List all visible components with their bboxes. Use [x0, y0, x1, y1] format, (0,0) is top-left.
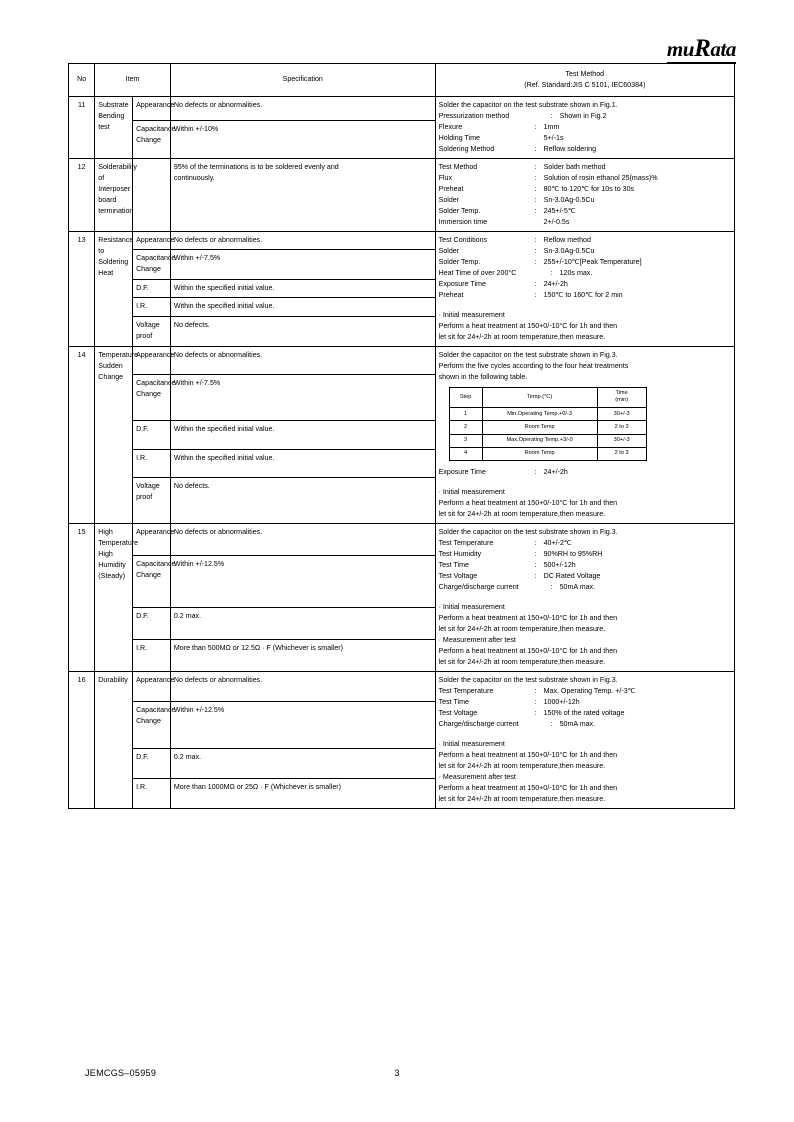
murata-logo-prefix: mu: [666, 37, 695, 61]
table-row: [69, 96, 735, 120]
cell-sub-item: Appearance: [133, 671, 171, 701]
cell-sub-item: [133, 556, 176, 608]
test-method-note-line: · Measurement after test: [438, 772, 516, 781]
step-table-cell-step: 3: [449, 434, 482, 447]
cell-no: 16: [69, 671, 95, 808]
test-method-pair: [439, 686, 731, 697]
test-method-pair: [439, 560, 731, 571]
test-method-pair-value: 24+/-2h: [543, 468, 568, 477]
specification-table: [68, 63, 735, 809]
cell-item-line: Humidity: [98, 561, 126, 570]
header-test-method-line2: (Ref. Standard:JIS C 5101, IEC60384): [524, 80, 646, 89]
test-method-pair: [439, 217, 731, 228]
cell-sub-item: [133, 250, 176, 280]
step-table-header-time-line2: (min): [615, 397, 628, 404]
test-method-spacer: [439, 593, 731, 602]
cell-sub-item: I.R.: [133, 639, 171, 671]
test-method-pair-key: Flux: [438, 173, 452, 182]
test-method-pair: [439, 538, 731, 549]
test-method-pair-value: 40+/-2℃: [543, 539, 572, 548]
cell-sub-item: Appearance: [133, 524, 171, 556]
test-method-spacer: [439, 478, 731, 487]
test-method-pair-key: Test Method: [438, 162, 478, 171]
murata-logo-suffix: ata: [710, 37, 736, 61]
table-row: [69, 346, 735, 375]
test-method-pair-key: Flexure: [438, 122, 463, 131]
cell-specification: Within +/-12.5%: [170, 701, 435, 749]
test-method-pair-value: 50mA max.: [559, 583, 596, 592]
cell-test-method: [435, 671, 734, 808]
cell-sub-item: [133, 120, 176, 158]
test-method-note-line: Perform a heat treatment at 150+0/-10°C for 1h and then: [438, 614, 618, 623]
test-method-pair-value: 150% of the rated voltage: [543, 708, 625, 717]
step-table-cell-step: 1: [449, 408, 482, 421]
cell-test-method: [435, 346, 734, 523]
cell-item-line: Temperature: [98, 350, 139, 359]
test-method-pair-key: Test Time: [438, 561, 469, 570]
test-method-note-line: Perform a heat treatment at 150+0/-10°C for 1h and then: [438, 499, 618, 508]
test-method-pair-key: Exposure Time: [438, 279, 486, 288]
cell-test-method: [435, 524, 734, 672]
test-method-pair: [439, 122, 731, 133]
test-method-pair-separator: :: [534, 279, 537, 288]
cell-sub-item: Appearance: [133, 231, 171, 249]
cell-item: [95, 231, 133, 346]
test-method-note-line: Perform a heat treatment at 150+0/-10°C for 1h and then: [438, 646, 618, 655]
test-method-pair: [439, 246, 731, 257]
test-method-pair-key: Heat Time of over 200°C: [438, 268, 517, 277]
test-method-intro-line: Solder the capacitor on the test substrate shown in Fig.1.: [438, 100, 618, 109]
cell-item-line: Durability: [98, 675, 128, 684]
header-item: Item: [95, 64, 171, 97]
test-method-pair: [439, 268, 731, 279]
cell-item-line: Resistance: [98, 235, 134, 244]
step-table-cell-temp: Max.Operating Temp.+3/-0: [482, 434, 597, 447]
cell-sub-item-line: Capacitance: [136, 124, 176, 133]
test-method-pair: [439, 111, 731, 122]
cell-specification: 0.2 max.: [170, 607, 435, 639]
step-table-header-time: [597, 387, 646, 408]
test-method-note-line: let sit for 24+/-2h at room temperature,then measure.: [438, 794, 606, 803]
cell-sub-item: Voltage proof: [133, 316, 171, 346]
cell-sub-item-line: Capacitance: [136, 560, 176, 569]
cell-sub-item-line: Capacitance: [136, 379, 176, 388]
test-method-pair-key: Holding Time: [438, 133, 480, 142]
test-method-pair-value: 150℃ to 160℃ for 2 min: [543, 290, 623, 299]
test-method-pair-value: 2+/-0.5s: [543, 217, 570, 226]
cell-specification: More than 500MΩ or 12.5Ω · F (Whichever is smaller): [170, 639, 435, 671]
test-method-pair-value: 80℃ to 120℃ for 10s to 30s: [543, 184, 635, 193]
test-method-pair-separator: :: [534, 708, 537, 717]
test-method-pair: [439, 719, 731, 730]
cell-specification: Within +/-10%: [170, 120, 435, 158]
cell-sub-item: I.R.: [133, 298, 171, 316]
cell-sub-item: I.R.: [133, 449, 171, 478]
cell-specification: [170, 158, 435, 231]
cell-no: 13: [69, 231, 95, 346]
cell-item-line: Substrate: [98, 100, 129, 109]
table-row: [69, 231, 735, 249]
test-method-intro-line: Solder the capacitor on the test substrate shown in Fig.3.: [438, 350, 618, 359]
cell-sub-item: I.R.: [133, 779, 171, 809]
cell-sub-item: [133, 158, 171, 231]
cell-specification: Within +/-12.5%: [170, 556, 435, 608]
test-method-pair-value: Solution of rosin ethanol 25(mass)%: [543, 173, 658, 182]
step-table-cell-time: 2 to 3: [597, 447, 646, 460]
test-method-pair-separator: :: [534, 235, 537, 244]
table-body: [69, 96, 735, 808]
cell-no: 15: [69, 524, 95, 672]
cell-item-line: Solderability of: [98, 162, 137, 182]
test-method-pair: [439, 549, 731, 560]
cell-sub-item: Appearance: [133, 346, 171, 375]
test-method-pair-separator: :: [534, 257, 537, 266]
cell-sub-item: D.F.: [133, 607, 171, 639]
cell-sub-item: [133, 375, 176, 421]
test-method-pair-separator: [535, 217, 544, 228]
header-no: No: [69, 64, 95, 97]
test-method-pair-separator: :: [534, 173, 537, 182]
test-method-pair-value: 24+/-2h: [543, 279, 568, 288]
test-method-pair-value: 255+/-10℃[Peak Temperature]: [543, 257, 642, 266]
test-method-pair: [439, 571, 731, 582]
cell-sub-item: Voltage proof: [133, 478, 171, 524]
cell-test-method: [435, 96, 734, 158]
test-method-pair: [439, 195, 731, 206]
test-method-note-line: Perform a heat treatment at 150+0/-10°C for 1h and then: [438, 750, 618, 759]
step-table-header-temp: Temp.(°C): [482, 387, 597, 408]
cell-no: 11: [69, 96, 95, 158]
cell-specification: No defects or abnormalities.: [170, 231, 435, 249]
test-method-pair-key: Solder: [438, 246, 460, 255]
test-method-note-line: · Measurement after test: [438, 636, 516, 644]
test-method-pair-value: Sn-3.0Ag-0.5Cu: [543, 246, 595, 255]
test-method-pair-key: Preheat: [438, 184, 464, 193]
test-method-pair: [439, 162, 731, 173]
header-test-method-line1: Test Method: [565, 70, 605, 78]
table-header-row: [69, 64, 735, 97]
step-table-row: [449, 447, 646, 460]
cell-sub-item: D.F.: [133, 279, 171, 297]
test-method-pair-key: Charge/discharge current: [438, 719, 519, 728]
cell-sub-item-line: Change: [136, 716, 161, 725]
cell-specification: No defects or abnormalities.: [170, 524, 435, 556]
cell-specification-line: 95% of the terminations is to be soldered evenly and: [173, 162, 339, 171]
test-method-pair-value: 90%RH to 95%RH: [543, 550, 603, 559]
test-method-intro-line: Solder the capacitor on the test substrate shown in Fig.3.: [438, 675, 618, 684]
test-method-pair: [439, 144, 731, 155]
cell-sub-item-line: Capacitance: [136, 705, 176, 714]
step-table-cell-temp: Room Temp: [482, 447, 597, 460]
test-method-pair-value: DC Rated Voltage: [543, 572, 601, 581]
test-method-pair-separator: :: [534, 144, 537, 153]
table-row: [69, 671, 735, 701]
test-method-pair-separator: [535, 133, 544, 144]
cell-item-line: Temperature: [98, 539, 139, 548]
test-method-pair-separator: :: [534, 561, 537, 570]
cell-sub-item: [133, 701, 176, 749]
test-method-pair-key: Soldering Method: [438, 144, 495, 153]
cell-specification: No defects or abnormalities.: [170, 671, 435, 701]
cell-specification: Within the specified initial value.: [170, 421, 435, 450]
cell-item: [95, 96, 133, 158]
cell-no: 14: [69, 346, 95, 523]
step-table-header-row: [449, 387, 646, 408]
test-method-pair: [439, 582, 731, 593]
test-method-pair-separator: :: [534, 122, 537, 131]
step-table-cell-step: 4: [449, 447, 482, 460]
test-method-note-line: let sit for 24+/-2h at room temperature,then measure.: [438, 332, 606, 341]
document-id: JEMCGS‒05959: [85, 1068, 157, 1078]
cell-specification: No defects or abnormalities.: [170, 96, 435, 120]
test-method-pair-separator: :: [534, 697, 537, 706]
test-method-pair-separator: :: [534, 468, 537, 477]
test-method-pair-value: Reflow soldering: [543, 144, 597, 153]
cell-item: [95, 346, 139, 523]
step-table-header-time-line1: Time: [615, 390, 628, 397]
test-method-pair: [439, 697, 731, 708]
test-method-note-line: · Initial measurement: [438, 310, 505, 319]
test-method-pair: [439, 133, 731, 144]
test-method-note-line: Perform a heat treatment at 150+0/-10°C for 1h and then: [438, 321, 618, 330]
test-method-pair-key: Test Conditions: [438, 235, 488, 244]
cell-sub-item-line: Change: [136, 390, 161, 399]
step-table-row: [449, 421, 646, 434]
test-method-pair-key: Test Voltage: [438, 572, 478, 581]
cell-item-line: (Steady): [98, 572, 126, 581]
test-method-pair-key: Solder: [438, 195, 460, 204]
header-specification: Specification: [170, 64, 435, 97]
cell-sub-item-line: Change: [136, 135, 161, 144]
test-method-pair-key: Solder Temp.: [438, 257, 481, 266]
cell-sub-item: Appearance: [133, 96, 171, 120]
test-method-pair-separator: :: [534, 246, 537, 255]
cell-item-line: Heat: [98, 268, 114, 277]
step-table-row: [449, 434, 646, 447]
step-table-cell-time: 2 to 3: [597, 421, 646, 434]
test-method-intro-line: Solder the capacitor on the test substrate shown in Fig.3.: [438, 528, 618, 537]
test-method-pair-key: Test Temperature: [438, 686, 494, 695]
table-row: [69, 524, 735, 556]
test-method-pair: [439, 290, 731, 301]
cell-specification: Within the specified initial value.: [170, 449, 435, 478]
cell-item: [95, 158, 137, 231]
test-method-pair: [439, 279, 731, 290]
cell-item-line: Soldering: [98, 257, 129, 266]
cell-sub-item-line: Change: [136, 571, 161, 580]
test-method-pair-separator: :: [534, 572, 537, 581]
step-table-cell-temp: Min.Operating Temp.+0/-3: [482, 408, 597, 421]
test-method-pair-value: 120s max.: [559, 268, 593, 277]
cell-sub-item-line: Capacitance: [136, 254, 176, 263]
test-method-pair-separator: :: [550, 719, 553, 728]
test-method-note-line: let sit for 24+/-2h at room temperature,then measure.: [438, 657, 606, 666]
test-method-pair-value: 245+/-5℃: [543, 206, 576, 215]
cell-test-method: [435, 158, 734, 231]
cell-item-line: High: [98, 550, 113, 559]
test-method-pair-separator: :: [534, 290, 537, 299]
murata-logo: [667, 36, 736, 64]
test-method-pair-separator: :: [534, 195, 537, 204]
test-method-pair-value: Sn-3.0Ag-0.5Cu: [543, 195, 595, 204]
test-method-pair-value: Shown in Fig.2: [559, 111, 607, 120]
cell-item-line: Bending test: [98, 111, 125, 131]
test-method-pair-separator: :: [534, 184, 537, 193]
test-method-pair-value: 1000+/-12h: [543, 697, 580, 706]
test-method-intro-line: Perform the five cycles according to the four heat treatments: [438, 361, 629, 370]
step-table-header-step: Step: [449, 387, 482, 408]
test-method-pair-key: Solder Temp.: [438, 206, 481, 215]
cell-sub-item-line: Change: [136, 265, 161, 274]
cell-specification: Within the specified initial value.: [170, 279, 435, 297]
test-method-intro-line: shown in the following table.: [438, 372, 528, 381]
test-method-note-line: let sit for 24+/-2h at room temperature,then measure.: [438, 625, 606, 634]
test-method-note-line: let sit for 24+/-2h at room temperature,then measure.: [438, 510, 606, 519]
test-method-pair: [439, 467, 731, 478]
test-method-pair-value: 50mA max.: [559, 719, 596, 728]
cell-specification: 0.2 max.: [170, 749, 435, 779]
heat-treatment-step-table: [449, 387, 647, 462]
page-footer: [0, 1068, 794, 1088]
test-method-note-line: let sit for 24+/-2h at room temperature,then measure.: [438, 761, 606, 770]
test-method-pair-key: Exposure Time: [438, 468, 486, 477]
test-method-pair: [439, 257, 731, 268]
page-number: 3: [394, 1068, 400, 1078]
test-method-pair-value: 1mm: [543, 122, 560, 131]
cell-specification: No defects or abnormalities.: [170, 346, 435, 375]
step-table-cell-time: 30+/-3: [597, 408, 646, 421]
test-method-pair-value: Reflow method: [543, 235, 591, 244]
test-method-pair: [439, 708, 731, 719]
table-row: [69, 158, 735, 231]
test-method-pair-key: Test Voltage: [438, 708, 478, 717]
cell-sub-item: D.F.: [133, 421, 171, 450]
cell-item-line: High: [98, 528, 113, 537]
test-method-pair-value: Max. Operating Temp. +/-3℃: [543, 686, 636, 695]
test-method-pair-separator: :: [550, 583, 553, 592]
test-method-note-line: Perform a heat treatment at 150+0/-10°C for 1h and then: [438, 783, 618, 792]
test-method-pair-key: Test Time: [438, 697, 469, 706]
test-method-pair: [439, 235, 731, 246]
cell-specification: Within +/-7.5%: [170, 375, 435, 421]
test-method-pair-key: Test Temperature: [438, 539, 494, 548]
test-method-pair: [439, 184, 731, 195]
test-method-spacer: [439, 301, 731, 310]
cell-item: [95, 524, 139, 672]
test-method-pair-value: 5+/-1s: [543, 133, 564, 142]
test-method-pair-key: Immersion time: [438, 217, 488, 226]
cell-specification: Within the specified initial value.: [170, 298, 435, 316]
test-method-pair-separator: :: [550, 268, 553, 277]
test-method-note-line: · Initial measurement: [438, 603, 505, 612]
murata-logo-capital: R: [694, 35, 711, 62]
test-method-pair-key: Charge/discharge current: [438, 583, 519, 592]
test-method-pair: [439, 206, 731, 217]
step-table-row: [449, 408, 646, 421]
table-header: [69, 64, 735, 97]
test-method-spacer: [439, 730, 731, 739]
cell-item: [95, 671, 133, 808]
cell-specification: Within +/-7.5%: [170, 250, 435, 280]
test-method-pair-separator: :: [534, 539, 537, 548]
test-method-pair-separator: :: [534, 550, 537, 559]
test-method-pair-key: Pressurization method: [438, 111, 510, 120]
test-method-note-line: · Initial measurement: [438, 739, 505, 748]
cell-item-line: to: [98, 246, 105, 255]
test-method-pair-value: 500+/-12h: [543, 561, 576, 570]
test-method-pair: [439, 173, 731, 184]
test-method-pair-key: Preheat: [438, 290, 464, 299]
cell-no: 12: [69, 158, 95, 231]
step-table-cell-temp: Room Temp: [482, 421, 597, 434]
test-method-pair-key: Test Humidity: [438, 550, 482, 559]
test-method-pair-separator: :: [550, 111, 553, 120]
test-method-pair-value: Solder bath method: [543, 162, 606, 171]
test-method-note-line: · Initial measurement: [438, 488, 505, 497]
test-method-pair-separator: :: [534, 162, 537, 171]
cell-item-line: Interposer board termination: [98, 184, 134, 215]
cell-specification: No defects.: [170, 478, 435, 524]
step-table-cell-step: 2: [449, 421, 482, 434]
cell-sub-item: D.F.: [133, 749, 171, 779]
header-test-method: [435, 64, 734, 97]
cell-specification-line: continuously.: [173, 173, 215, 182]
test-method-pair-separator: :: [534, 686, 537, 695]
test-method-pair-separator: :: [534, 206, 537, 215]
cell-test-method: [435, 231, 734, 346]
step-table-cell-time: 30+/-3: [597, 434, 646, 447]
cell-specification: No defects.: [170, 316, 435, 346]
cell-specification: More than 1000MΩ or 25Ω · F (Whichever is smaller): [170, 779, 435, 809]
cell-item-line: Sudden Change: [98, 361, 124, 381]
